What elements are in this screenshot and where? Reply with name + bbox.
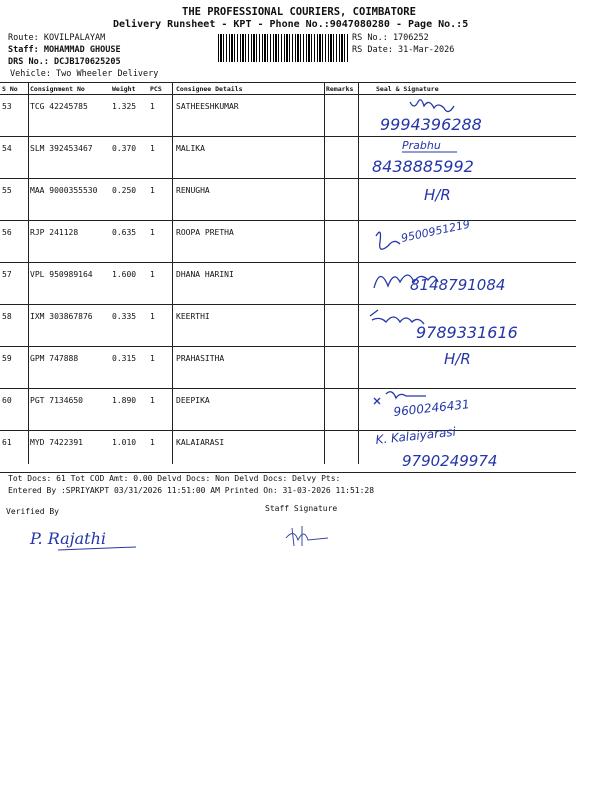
row-weight: 1.010 <box>110 431 148 473</box>
handwriting-row-53: 9994396288 <box>380 115 482 134</box>
handwriting-row-54: 8438885992 <box>372 157 474 176</box>
row-sno: 59 <box>0 347 28 389</box>
row-weight: 1.600 <box>110 263 148 305</box>
col-pcs: PCS <box>148 83 174 95</box>
handwriting-row-61: 9790249974 <box>402 452 498 470</box>
entered-by-line: Entered By :SPRIYAKPT 03/31/2026 11:51:00 AM Printed On: 31-03-2026 11:51:28 <box>8 486 375 495</box>
row-pcs: 1 <box>148 263 174 305</box>
row-pcs: 1 <box>148 347 174 389</box>
staff-signature-label: Staff Signature <box>265 504 338 513</box>
row-sno: 58 <box>0 305 28 347</box>
col-consignee: Consignee Details <box>174 83 324 95</box>
row-consignee: KALAIARASI <box>174 431 324 473</box>
row-remarks <box>324 137 360 179</box>
company-title: THE PROFESSIONAL COURIERS, COIMBATORE <box>182 6 416 18</box>
staff-signature-mark <box>282 520 342 550</box>
col-remarks: Remarks <box>324 83 360 95</box>
row-consignment: GPM 747888 <box>28 347 110 389</box>
row-sno: 61 <box>0 431 28 473</box>
handwriting-row-54-name: Prabhu <box>402 139 441 152</box>
handwriting-row-59: H/R <box>444 350 471 368</box>
signature-row-61 <box>372 424 552 474</box>
drs-label: DRS No.: DCJB170625205 <box>8 57 121 67</box>
rs-date: RS Date: 31-Mar-2026 <box>352 45 455 55</box>
row-weight: 1.890 <box>110 389 148 431</box>
row-consignment: IXM 303867876 <box>28 305 110 347</box>
row-consignment: PGT 7134650 <box>28 389 110 431</box>
signature-row-54 <box>362 136 512 180</box>
row-remarks <box>324 221 360 263</box>
row-sno: 56 <box>0 221 28 263</box>
row-consignee: DEEPIKA <box>174 389 324 431</box>
row-consignee: MALIKA <box>174 137 324 179</box>
row-sno: 55 <box>0 179 28 221</box>
col-seal: Seal & Signature <box>360 83 576 95</box>
runsheet-title: Delivery Runsheet - KPT - Phone No.:9047080280 - Page No.:5 <box>113 19 469 30</box>
handwriting-row-55: H/R <box>424 186 451 204</box>
row-remarks <box>324 347 360 389</box>
handwriting-row-58: 9789331616 <box>416 323 518 342</box>
row-consignee: RENUGHA <box>174 179 324 221</box>
row-sno: 54 <box>0 137 28 179</box>
row-sno: 53 <box>0 95 28 137</box>
handwriting-row-61-name: K. Kalaiyarasi <box>374 424 457 447</box>
table-header-row <box>0 83 576 95</box>
row-remarks <box>324 431 360 473</box>
row-consignee: KEERTHI <box>174 305 324 347</box>
verified-signature-text: P. Rajathi <box>30 529 106 548</box>
row-consignment: MYD 7422391 <box>28 431 110 473</box>
row-weight: 0.250 <box>110 179 148 221</box>
row-remarks <box>324 263 360 305</box>
verified-signature <box>28 520 148 556</box>
row-pcs: 1 <box>148 95 174 137</box>
row-remarks <box>324 179 360 221</box>
row-pcs: 1 <box>148 137 174 179</box>
route-label: Route: KOVILPALAYAM <box>8 33 106 43</box>
row-pcs: 1 <box>148 389 174 431</box>
rs-number: RS No.: 1706252 <box>352 33 429 43</box>
row-pcs: 1 <box>148 221 174 263</box>
row-remarks <box>324 305 360 347</box>
handwriting-row-60: 9600246431 <box>392 397 471 419</box>
col-consignment: Consignment No <box>28 83 110 95</box>
row-remarks <box>324 389 360 431</box>
handwriting-row-56: 9500951219 <box>399 217 472 245</box>
col-weight: Weight <box>110 83 148 95</box>
row-sno: 57 <box>0 263 28 305</box>
row-weight: 0.315 <box>110 347 148 389</box>
row-consignee: PRAHASITHA <box>174 347 324 389</box>
row-sno: 60 <box>0 389 28 431</box>
table-row <box>0 179 576 221</box>
row-consignee: DHANA HARINI <box>174 263 324 305</box>
row-consignment: TCG 42245785 <box>28 95 110 137</box>
row-pcs: 1 <box>148 179 174 221</box>
column-divider <box>324 82 325 464</box>
staff-label: Staff: MOHAMMAD GHOUSE <box>8 45 121 55</box>
column-divider <box>172 82 173 464</box>
row-pcs: 1 <box>148 305 174 347</box>
row-consignment: RJP 241128 <box>28 221 110 263</box>
signature-row-57 <box>368 262 558 304</box>
row-remarks <box>324 95 360 137</box>
column-divider <box>358 82 359 464</box>
signature-row-56 <box>368 217 498 266</box>
row-consignee: SATHEESHKUMAR <box>174 95 324 137</box>
column-divider <box>28 82 29 464</box>
row-weight: 0.370 <box>110 137 148 179</box>
row-consignment: MAA 9000355530 <box>28 179 110 221</box>
vehicle-label: Vehicle: Two Wheeler Delivery <box>10 69 159 79</box>
signature-row-59 <box>440 344 500 374</box>
verified-by-label: Verified By <box>6 507 59 516</box>
signature-row-55 <box>420 180 480 210</box>
row-consignee: ROOPA PRETHA <box>174 221 324 263</box>
totals-line: Tot Docs: 61 Tot COD Amt: 0.00 Delvd Docs: Non Delvd Docs: Delvy Pts: <box>8 474 341 483</box>
row-pcs: 1 <box>148 431 174 473</box>
row-weight: 0.635 <box>110 221 148 263</box>
row-consignment: VPL 950989164 <box>28 263 110 305</box>
barcode <box>218 34 348 62</box>
row-weight: 1.325 <box>110 95 148 137</box>
signature-row-58 <box>366 302 556 346</box>
row-consignment: SLM 392453467 <box>28 137 110 179</box>
handwriting-row-57: 8148791084 <box>410 276 506 294</box>
signature-row-60 <box>370 384 510 424</box>
col-sno: S No <box>0 83 28 95</box>
row-weight: 0.335 <box>110 305 148 347</box>
